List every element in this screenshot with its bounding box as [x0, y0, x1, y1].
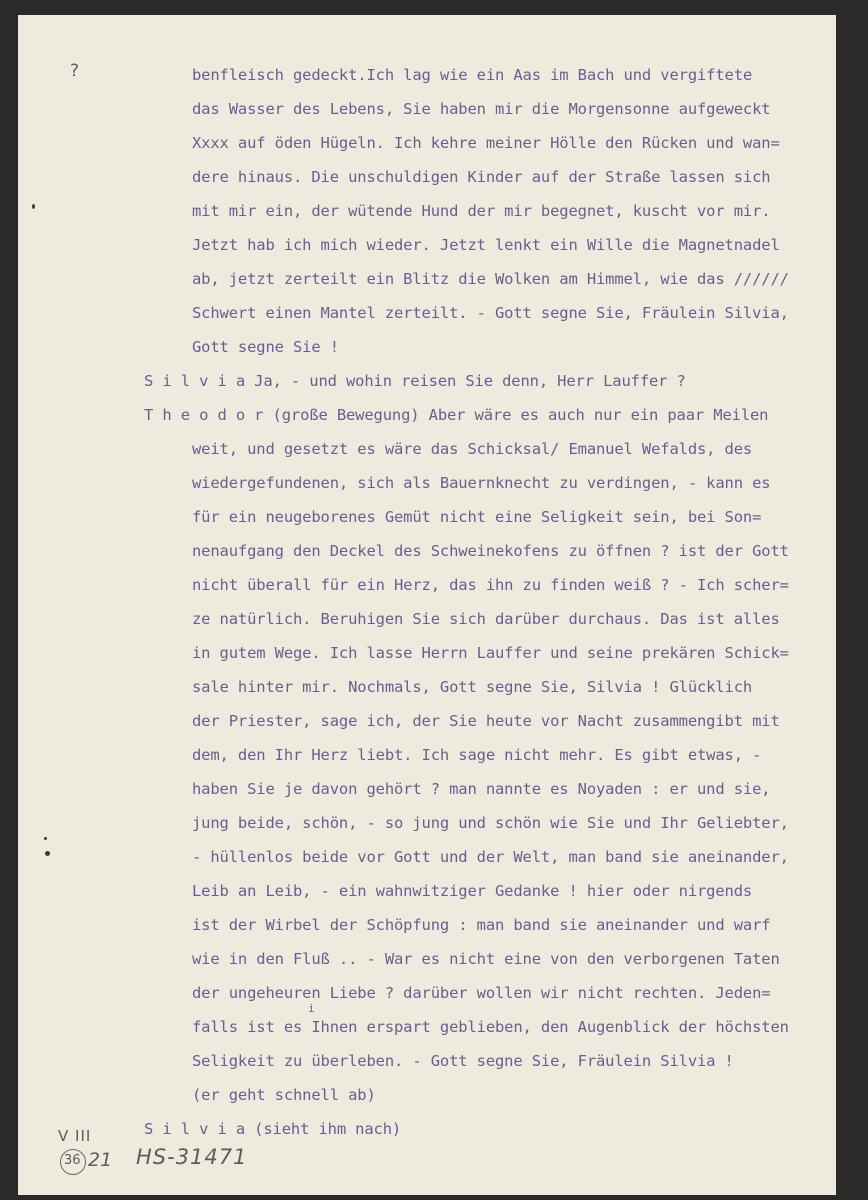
text-line: dem, den Ihr Herz liebt. Ich sage nicht mehr. Es gibt etwas, -	[192, 746, 762, 764]
text-line: wiedergefundenen, sich als Bauernknecht zu verdingen, - kann es	[192, 474, 771, 492]
text-line: Jetzt hab ich mich wieder. Jetzt lenkt ein Wille die Magnetnadel	[192, 236, 780, 254]
text-line: jung beide, schön, - so jung und schön wie Sie und Ihr Geliebter,	[192, 814, 789, 832]
text-line: Schwert einen Mantel zerteilt. - Gott segne Sie, Fräulein Silvia,	[192, 304, 789, 322]
page-marker: ?	[70, 61, 80, 81]
manuscript-page	[18, 15, 836, 1195]
archive-signature: HS-31471	[136, 1145, 248, 1169]
text-line: weit, und gesetzt es wäre das Schicksal/ Emanuel Wefalds, des	[192, 440, 753, 458]
punch-mark	[45, 851, 50, 856]
text-line: das Wasser des Lebens, Sie haben mir die Morgensonne aufgeweckt	[192, 100, 771, 118]
text-line: nenaufgang den Deckel des Schweinekofens zu öffnen ? ist der Gott	[192, 542, 789, 560]
text-line: Seligkeit zu überleben. - Gott segne Sie, Fräulein Silvia !	[192, 1052, 734, 1070]
speaker-line: T h e o d o r (große Bewegung) Aber wäre es auch nur ein paar Meilen	[144, 406, 769, 424]
text-line: der ungeheuren Liebe ? darüber wollen wir nicht rechten. Jeden=	[192, 984, 771, 1002]
text-line: benfleisch gedeckt.Ich lag wie ein Aas im Bach und vergiftete	[192, 66, 753, 84]
archive-sheet-number: 36	[64, 1153, 81, 1168]
text-line: nicht überall für ein Herz, das ihn zu finden weiß ? - Ich scher=	[192, 576, 789, 594]
text-line: der Priester, sage ich, der Sie heute vor Nacht zusammengibt mit	[192, 712, 780, 730]
text-line: in gutem Wege. Ich lasse Herrn Lauffer und seine prekären Schick=	[192, 644, 789, 662]
text-line: haben Sie je davon gehört ? man nannte es Noyaden : er und sie,	[192, 780, 771, 798]
text-line: sale hinter mir. Nochmals, Gott segne Sie, Silvia ! Glücklich	[192, 678, 753, 696]
text-line: dere hinaus. Die unschuldigen Kinder auf der Straße lassen sich	[192, 168, 771, 186]
text-line: falls ist es Ihnen erspart geblieben, den Augenblick der höchsten	[192, 1018, 789, 1036]
archive-folder-number: V III	[58, 1127, 92, 1145]
punch-mark	[32, 204, 35, 209]
punch-mark	[44, 837, 47, 840]
text-line: ze natürlich. Beruhigen Sie sich darüber durchaus. Das ist alles	[192, 610, 780, 628]
text-line: - hüllenlos beide vor Gott und der Welt, man band sie aneinander,	[192, 848, 789, 866]
text-line: wie in den Fluß .. - War es nicht eine von den verborgenen Taten	[192, 950, 780, 968]
text-line: Leib an Leib, - ein wahnwitziger Gedanke ! hier oder nirgends	[192, 882, 753, 900]
speaker-line: S i l v i a (sieht ihm nach)	[144, 1120, 402, 1138]
text-line: Gott segne Sie !	[192, 338, 339, 356]
archive-page-number: 21	[88, 1149, 113, 1171]
insertion-mark: i	[308, 1002, 315, 1015]
text-line: ab, jetzt zerteilt ein Blitz die Wolken am Himmel, wie das //////	[192, 270, 789, 288]
text-line: mit mir ein, der wütende Hund der mir begegnet, kuscht vor mir.	[192, 202, 771, 220]
speaker-line: S i l v i a Ja, - und wohin reisen Sie denn, Herr Lauffer ?	[144, 372, 686, 390]
text-line: ist der Wirbel der Schöpfung : man band sie aneinander und warf	[192, 916, 771, 934]
text-line: Xxxx auf öden Hügeln. Ich kehre meiner Hölle den Rücken und wan=	[192, 134, 780, 152]
stage-direction: (er geht schnell ab)	[192, 1086, 376, 1104]
text-line: für ein neugeborenes Gemüt nicht eine Seligkeit sein, bei Son=	[192, 508, 762, 526]
